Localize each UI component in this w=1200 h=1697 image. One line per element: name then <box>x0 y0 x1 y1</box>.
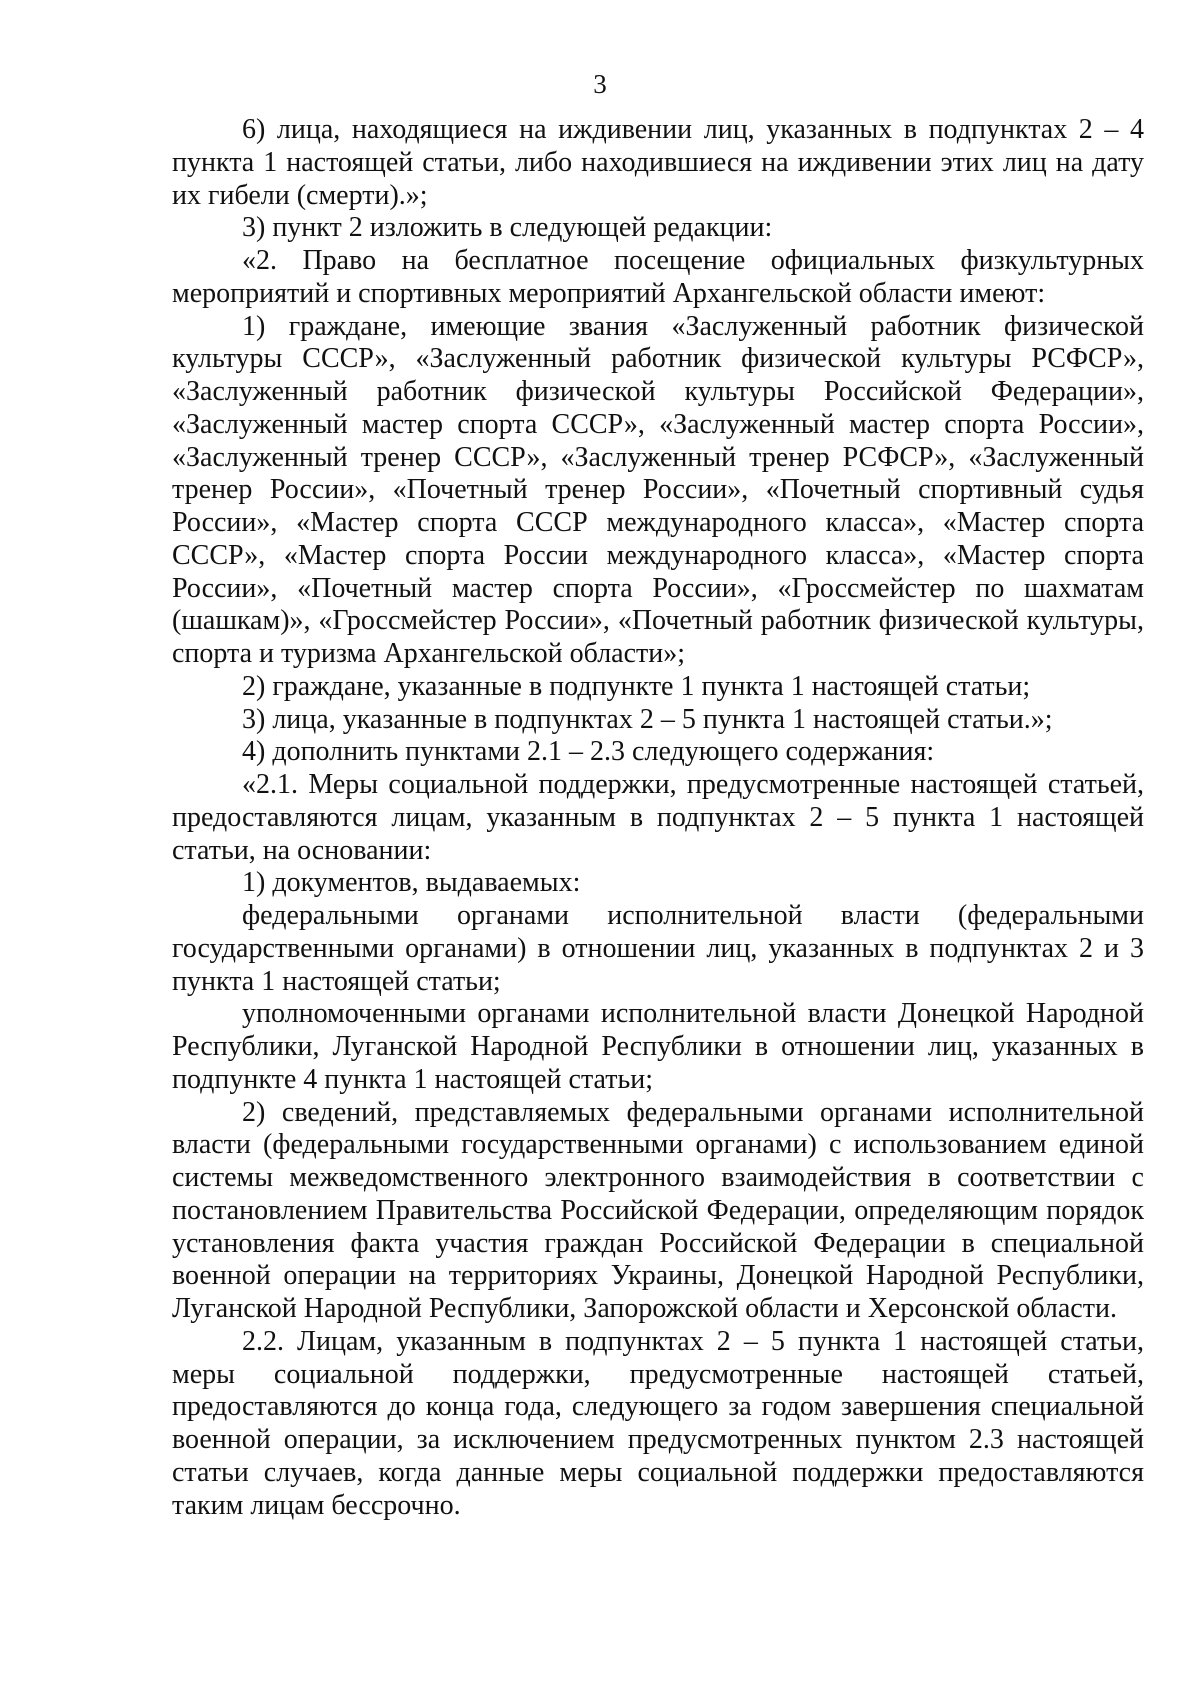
paragraph-clause-2-2: 2.2. Лицам, указанным в подпунктах 2 – 5 пункта 1 настоящей статьи, меры социальной поддержки, предусмотренные настоящей статьей, предоставляются до конца года, следующего за годом завершения специальной военной операции, за исключением предусмотренных пунктом 2.3 настоящей статьи случаев, когда данные меры социальной поддержки предоставляются таким лицам бессрочно. <box>172 1325 1144 1521</box>
paragraph-amendment-3: 3) пункт 2 изложить в следующей редакции: <box>242 212 773 244</box>
paragraph-clause-2-item-2: 2) граждане, указанные в подпункте 1 пункта 1 настоящей статьи; <box>242 670 1031 702</box>
paragraph-federal-bodies: федеральными органами исполнительной власти (федеральными государственными органами) в отношении лиц, указанных в подпунктах 2 и 3 пункта 1 настоящей статьи; <box>172 900 1144 997</box>
paragraph-documents: 1) документов, выдаваемых: <box>242 867 581 899</box>
paragraph-honorary-titles: 1) граждане, имеющие звания «Заслуженный работник физической культуры СССР», «Заслуженный работник физической культуры РСФСР», «Заслуженный работник физической культуры Российской Федерации», «Заслуженный мастер спорта СССР», «Заслуженный мастер спорта России», «Заслуженный тренер СССР», «Заслуженный тренер РСФСР», «Заслуженный тренер России», «Почетный тренер России», «Почетный спортивный судья России», «Мастер спорта СССР международного класса», «Мастер спорта СССР», «Мастер спорта России международного класса», «Мастер спорта России», «Почетный мастер спорта России», «Гроссмейстер по шахматам (шашкам)», «Гроссмейстер России», «Почетный работник физической культуры, спорта и туризма Архангельской области»; <box>172 310 1144 669</box>
paragraph-clause-2: «2. Право на бесплатное посещение официальных физкультурных мероприятий и спортивных мероприятий Архангельской области имеют: <box>172 245 1144 309</box>
page-number: 3 <box>593 69 607 99</box>
document-body <box>172 114 1144 1522</box>
paragraph-amendment-4: 4) дополнить пунктами 2.1 – 2.3 следующего содержания: <box>242 736 935 768</box>
paragraph-item-6-dependents: 6) лица, находящиеся на иждивении лиц, указанных в подпунктах 2 – 4 пункта 1 настоящей статьи, либо находившиеся на иждивении этих лиц на дату их гибели (смерти).»; <box>172 114 1144 211</box>
paragraph-clause-2-1: «2.1. Меры социальной поддержки, предусмотренные настоящей статьей, предоставляются лицам, указанным в подпунктах 2 – 5 пункта 1 настоящей статьи, на основании: <box>172 769 1144 866</box>
paragraph-dnr-lnr-bodies: уполномоченными органами исполнительной власти Донецкой Народной Республики, Луганской Народной Республики в отношении лиц, указанных в подпункте 4 пункта 1 настоящей статьи; <box>172 998 1144 1095</box>
paragraph-interagency-data: 2) сведений, представляемых федеральными органами исполнительной власти (федеральными государственными органами) с использованием единой системы межведомственного электронного взаимодействия в соответствии с постановлением Правительства Российской Федерации, определяющим порядок установления факта участия граждан Российской Федерации в специальной военной операции на территориях Украины, Донецкой Народной Республики, Луганской Народной Республики, Запорожской области и Херсонской области. <box>172 1096 1144 1324</box>
paragraph-clause-2-item-3: 3) лица, указанные в подпунктах 2 – 5 пункта 1 настоящей статьи.»; <box>242 703 1053 735</box>
